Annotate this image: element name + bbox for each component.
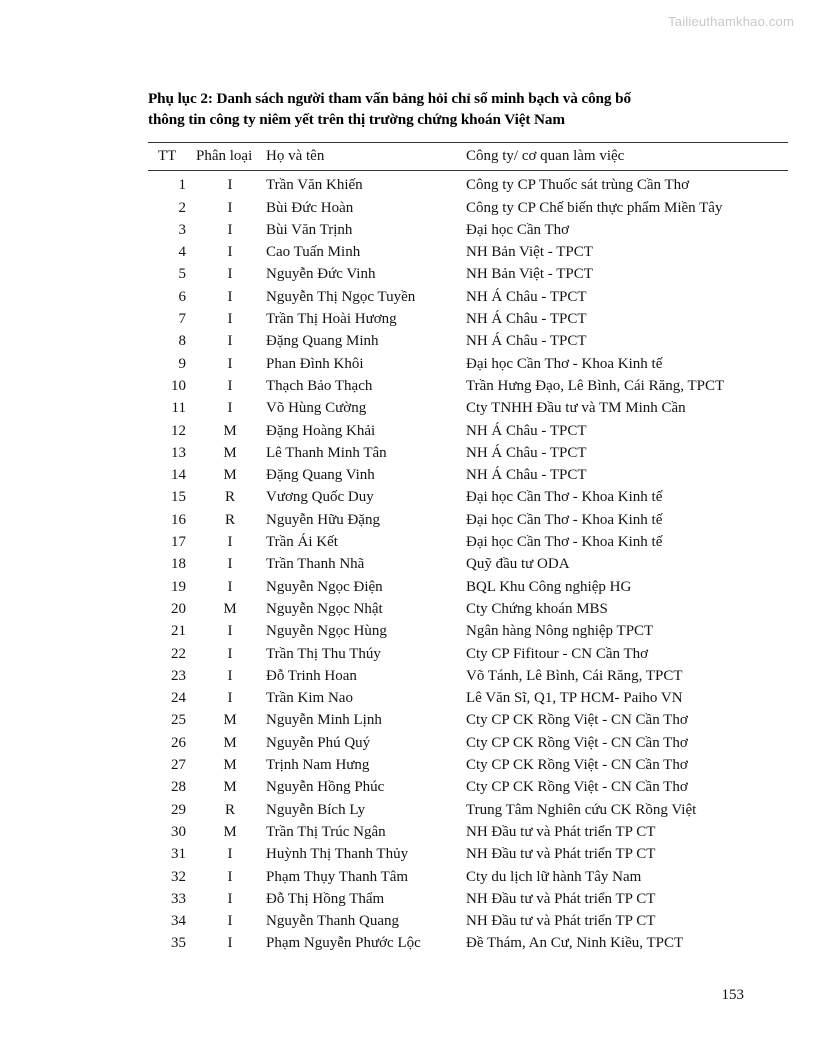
cell-tt: 21 [171,623,186,640]
cell-classification: I [227,935,233,952]
cell-tt: 23 [171,667,186,684]
cell-name: Trần Ái Kết [266,534,338,551]
cell-classification: I [227,645,233,662]
cell-name: Nguyễn Đức Vinh [266,266,376,283]
cell-classification: M [223,823,237,840]
table-row [148,308,788,330]
cell-organization: NH Đầu tư và Phát triển TP CT [466,823,656,840]
cell-tt: 26 [171,734,186,751]
cell-name: Bùi Đức Hoàn [266,199,354,216]
cell-tt: 1 [178,177,186,194]
cell-name: Trần Thị Hoài Hương [266,311,397,328]
column-header-organization: Công ty/ cơ quan làm việc [466,143,788,171]
cell-name: Nguyễn Ngọc Điện [266,578,383,595]
table-row [148,910,788,932]
cell-name: Đặng Quang Minh [266,333,379,350]
table-row [148,509,788,531]
cell-tt: 6 [178,288,186,305]
table-row [148,263,788,285]
cell-tt: 7 [178,311,186,328]
cell-organization: Công ty CP Chế biến thực phẩm Miền Tây [466,199,723,216]
cell-name: Trần Văn Khiến [266,177,363,194]
cell-name: Trịnh Nam Hưng [266,757,370,774]
cell-organization: Cty CP CK Rồng Việt - CN Cần Thơ [466,757,688,774]
cell-tt: 5 [178,266,186,283]
table-row [148,620,788,642]
table-row [148,197,788,219]
cell-organization: Đại học Cần Thơ - Khoa Kinh tế [466,511,663,528]
table-row [148,687,788,709]
cell-organization: Cty CP Fifitour - CN Cần Thơ [466,645,649,662]
table-row [148,420,788,442]
cell-classification: M [223,422,237,439]
cell-name: Phạm Thụy Thanh Tâm [266,868,409,885]
cell-tt: 11 [171,400,186,417]
table-row [148,888,788,910]
table-row [148,464,788,486]
table-row [148,799,788,821]
cell-name: Trần Thanh Nhã [266,556,365,573]
table-row [148,843,788,865]
cell-classification: I [227,913,233,930]
document-page [148,88,788,955]
cell-classification: I [227,311,233,328]
cell-organization: NH Đầu tư và Phát triển TP CT [466,890,656,907]
cell-organization: NH Đầu tư và Phát triển TP CT [466,913,656,930]
table-row [148,553,788,575]
cell-organization: NH Á Châu - TPCT [466,311,587,328]
cell-tt: 24 [171,690,186,707]
cell-tt: 34 [171,913,186,930]
cell-tt: 19 [171,578,186,595]
cell-classification: I [227,667,233,684]
cell-name: Nguyễn Thị Ngọc Tuyền [266,288,416,305]
cell-classification: I [227,556,233,573]
cell-classification: I [227,266,233,283]
cell-classification: I [227,534,233,551]
cell-name: Võ Hùng Cường [266,400,367,417]
cell-name: Cao Tuấn Minh [266,244,361,261]
cell-name: Nguyễn Phú Quý [266,734,371,751]
cell-classification: I [227,177,233,194]
cell-organization: NH Á Châu - TPCT [466,444,587,461]
table-row [148,219,788,241]
cell-classification: I [227,221,233,238]
cell-tt: 20 [171,600,186,617]
table-row [148,241,788,263]
cell-organization: Đại học Cần Thơ - Khoa Kinh tế [466,534,663,551]
cell-name: Nguyễn Hồng Phúc [266,779,385,796]
cell-name: Huỳnh Thị Thanh Thủy [266,846,409,863]
cell-organization: Võ Tánh, Lê Bình, Cái Răng, TPCT [466,667,683,684]
cell-tt: 3 [178,221,186,238]
table-row [148,171,788,197]
cell-classification: I [227,578,233,595]
cell-classification: I [227,890,233,907]
cell-classification: M [223,734,237,751]
consultation-list-table [148,142,788,955]
cell-organization: Cty CP CK Rồng Việt - CN Cần Thơ [466,779,688,796]
cell-organization: Trần Hưng Đạo, Lê Bình, Cái Răng, TPCT [466,377,725,394]
table-row [148,531,788,553]
cell-tt: 17 [171,534,186,551]
cell-classification: M [223,779,237,796]
cell-tt: 32 [171,868,186,885]
cell-classification: M [223,712,237,729]
cell-tt: 13 [171,444,186,461]
cell-organization: Cty CP CK Rồng Việt - CN Cần Thơ [466,712,688,729]
cell-tt: 30 [171,823,186,840]
cell-classification: I [227,690,233,707]
cell-name: Trần Thị Trúc Ngân [266,823,386,840]
cell-name: Nguyễn Minh Lịnh [266,712,382,729]
cell-tt: 14 [171,467,186,484]
page-title-line-2: thông tin công ty niêm yết trên thị trường chứng khoán Việt Nam [148,111,565,128]
table-row [148,709,788,731]
cell-tt: 29 [171,801,186,818]
cell-classification: I [227,623,233,640]
cell-name: Nguyễn Ngọc Nhật [266,600,383,617]
cell-organization: NH Á Châu - TPCT [466,467,587,484]
cell-tt: 2 [178,199,186,216]
cell-classification: I [227,333,233,350]
cell-name: Nguyễn Ngọc Hùng [266,623,387,640]
cell-name: Bùi Văn Trịnh [266,221,353,238]
cell-organization: Ngân hàng Nông nghiệp TPCT [466,623,654,640]
cell-classification: R [224,489,235,506]
table-row [148,397,788,419]
table-body [148,171,788,955]
cell-organization: Cty TNHH Đầu tư và TM Minh Cần [466,400,686,417]
table-row [148,486,788,508]
table-row [148,643,788,665]
cell-organization: Đề Thám, An Cư, Ninh Kiều, TPCT [466,935,684,952]
cell-tt: 22 [171,645,186,662]
cell-tt: 25 [171,712,186,729]
cell-organization: NH Bản Việt - TPCT [466,266,593,283]
cell-classification: M [223,444,237,461]
cell-classification: M [223,467,237,484]
column-header-name: Họ và tên [266,143,466,171]
cell-name: Thạch Bảo Thạch [266,377,373,394]
page-number: 153 [721,987,744,1003]
cell-organization: NH Á Châu - TPCT [466,333,587,350]
cell-name: Lê Thanh Minh Tân [266,444,387,461]
table-row [148,442,788,464]
cell-organization: Đại học Cần Thơ - Khoa Kinh tế [466,489,663,506]
table-row [148,665,788,687]
cell-tt: 9 [178,355,186,372]
page-title [148,88,788,130]
cell-name: Nguyễn Bích Ly [266,801,366,818]
cell-tt: 18 [171,556,186,573]
column-header-classification: Phân loại [194,143,266,171]
table-row [148,821,788,843]
cell-tt: 31 [171,846,186,863]
cell-name: Phan Đình Khôi [266,355,364,372]
cell-organization: Trung Tâm Nghiên cứu CK Rồng Việt [466,801,697,818]
cell-organization: Quỹ đầu tư ODA [466,556,570,573]
table-row [148,375,788,397]
cell-classification: I [227,199,233,216]
table-header-row [148,143,788,171]
table-row [148,932,788,954]
table-row [148,330,788,352]
table-row [148,353,788,375]
cell-classification: M [223,600,237,617]
cell-tt: 35 [171,935,186,952]
cell-classification: I [227,377,233,394]
cell-organization: NH Á Châu - TPCT [466,422,587,439]
cell-classification: R [224,801,235,818]
table-row [148,576,788,598]
cell-classification: I [227,355,233,372]
cell-tt: 15 [171,489,186,506]
cell-organization: Công ty CP Thuốc sát trùng Cần Thơ [466,177,690,194]
cell-name: Đỗ Trinh Hoan [266,667,357,684]
site-watermark: Tailieuthamkhao.com [668,14,794,29]
table-row [148,776,788,798]
column-header-tt: TT [148,143,194,171]
cell-tt: 33 [171,890,186,907]
cell-name: Nguyễn Thanh Quang [266,913,400,930]
cell-organization: Lê Văn Sĩ, Q1, TP HCM- Paiho VN [466,690,683,707]
table-row [148,866,788,888]
cell-classification: I [227,244,233,261]
cell-organization: NH Đầu tư và Phát triển TP CT [466,846,656,863]
cell-organization: BQL Khu Công nghiệp HG [466,578,632,595]
cell-name: Vương Quốc Duy [266,489,374,506]
cell-classification: R [224,511,235,528]
cell-organization: NH Bản Việt - TPCT [466,244,593,261]
cell-organization: Đại học Cần Thơ - Khoa Kinh tế [466,355,663,372]
cell-classification: M [223,757,237,774]
cell-name: Nguyễn Hữu Đặng [266,511,380,528]
cell-organization: Cty du lịch lữ hành Tây Nam [466,868,642,885]
cell-name: Trần Kim Nao [266,690,353,707]
cell-organization: Cty CP CK Rồng Việt - CN Cần Thơ [466,734,688,751]
cell-organization: Cty Chứng khoán MBS [466,600,608,617]
cell-classification: I [227,868,233,885]
table-row [148,754,788,776]
cell-name: Đặng Hoàng Khải [266,422,376,439]
cell-organization: NH Á Châu - TPCT [466,288,587,305]
cell-name: Phạm Nguyễn Phước Lộc [266,935,421,952]
page-title-line-1: Phụ lục 2: Danh sách người tham vấn bảng hỏi chỉ số minh bạch và công bố [148,90,631,107]
cell-tt: 4 [178,244,186,261]
cell-tt: 8 [178,333,186,350]
cell-classification: I [227,400,233,417]
cell-tt: 12 [171,422,186,439]
cell-name: Đỗ Thị Hồng Thẩm [266,890,385,907]
cell-classification: I [227,846,233,863]
cell-organization: Đại học Cần Thơ [466,221,570,238]
table-row [148,598,788,620]
cell-tt: 27 [171,757,186,774]
cell-name: Đặng Quang Vinh [266,467,375,484]
table-row [148,286,788,308]
table-row [148,732,788,754]
cell-classification: I [227,288,233,305]
cell-tt: 28 [171,779,186,796]
cell-tt: 10 [171,377,186,394]
cell-name: Trần Thị Thu Thúy [266,645,381,662]
cell-tt: 16 [171,511,186,528]
